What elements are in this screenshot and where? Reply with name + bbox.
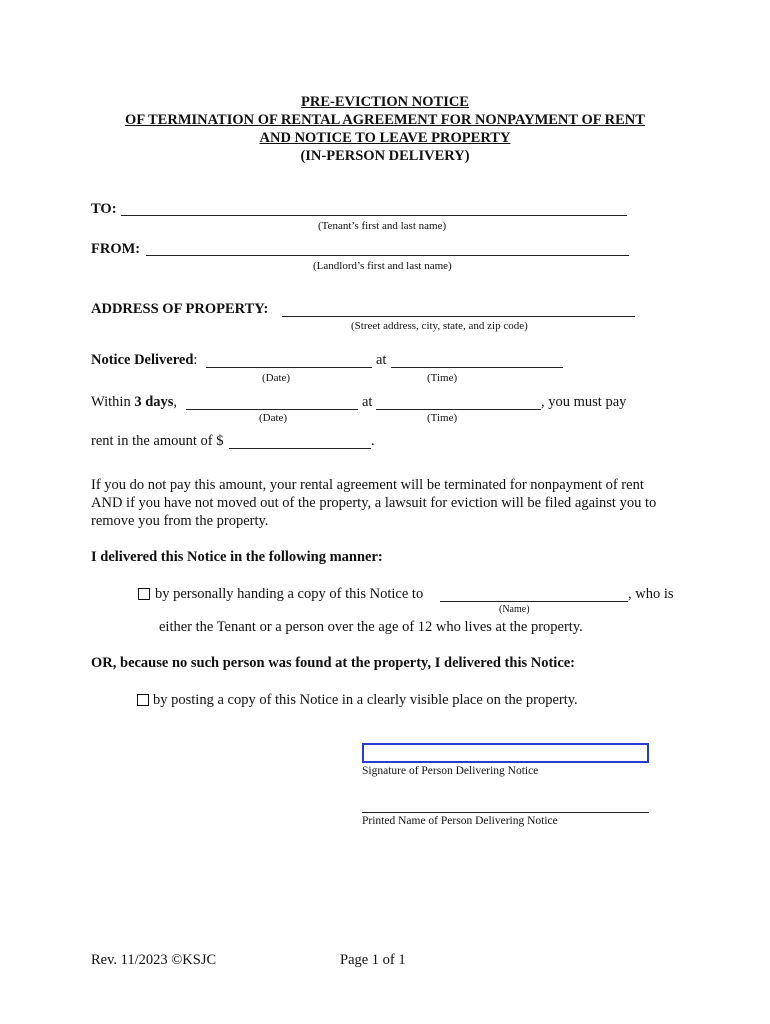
- rent-prefix: rent in the amount of $: [91, 433, 224, 449]
- option1-name-field[interactable]: [440, 601, 628, 602]
- notice-date-caption: (Date): [262, 372, 291, 384]
- from-field[interactable]: [146, 255, 629, 256]
- to-label: TO:: [91, 201, 117, 217]
- notice-time-caption: (Time): [427, 372, 458, 384]
- within-time-field[interactable]: [376, 409, 541, 410]
- address-field[interactable]: [282, 316, 635, 317]
- within-time-caption: (Time): [427, 412, 458, 424]
- from-caption: (Landlord’s first and last name): [313, 260, 452, 272]
- personal-delivery-checkbox[interactable]: [138, 588, 150, 600]
- within-suffix: , you must pay: [541, 394, 627, 410]
- option1-name-caption: (Name): [499, 604, 530, 615]
- option1-line-2: either the Tenant or a person over the age of 12 who lives at the property.: [159, 619, 583, 635]
- or-heading: OR, because no such person was found at the property, I delivered this Notice:: [91, 655, 576, 671]
- option1-suffix: , who is: [628, 586, 674, 602]
- within-row: [91, 394, 177, 411]
- address-label: ADDRESS OF PROPERTY:: [91, 301, 269, 317]
- title-line-2: OF TERMINATION OF RENTAL AGREEMENT FOR NONPAYMENT OF RENT: [125, 112, 645, 128]
- notice-time-field[interactable]: [391, 367, 563, 368]
- manner-heading: I delivered this Notice in the following manner:: [91, 549, 383, 565]
- notice-delivered-row: [91, 352, 197, 369]
- paragraph-line-3: remove you from the property.: [91, 513, 269, 529]
- option2-text: by posting a copy of this Notice in a clearly visible place on the property.: [153, 692, 578, 708]
- title-line-3: AND NOTICE TO LEAVE PROPERTY: [259, 130, 511, 146]
- within-prefix: Within: [91, 394, 131, 410]
- from-label: FROM:: [91, 241, 141, 257]
- title-line-4: (IN-PERSON DELIVERY): [300, 148, 470, 164]
- signature-caption: Signature of Person Delivering Notice: [362, 765, 539, 777]
- within-days: 3 days: [134, 394, 174, 410]
- option1-text: by personally handing a copy of this Notice to: [155, 586, 424, 602]
- printed-name-field[interactable]: [362, 812, 649, 813]
- within-comma: ,: [173, 394, 178, 410]
- within-date-field[interactable]: [186, 409, 358, 410]
- printed-name-caption: Printed Name of Person Delivering Notice: [362, 815, 558, 827]
- footer-revision: Rev. 11/2023 ©KSJC: [91, 952, 217, 968]
- footer-page-number: Page 1 of 1: [340, 952, 406, 968]
- to-caption: (Tenant’s first and last name): [318, 220, 447, 232]
- paragraph-line-2: AND if you have not moved out of the property, a lawsuit for eviction will be filed against you to: [91, 495, 657, 511]
- notice-date-field[interactable]: [206, 367, 372, 368]
- within-at: at: [362, 394, 373, 410]
- posting-delivery-checkbox[interactable]: [137, 694, 149, 706]
- notice-at: at: [376, 352, 387, 368]
- address-caption: (Street address, city, state, and zip code): [351, 320, 528, 332]
- rent-amount-field[interactable]: [229, 448, 371, 449]
- paragraph-line-1: If you do not pay this amount, your rental agreement will be terminated for nonpayment of rent: [91, 477, 644, 493]
- rent-suffix: .: [371, 433, 375, 449]
- to-field[interactable]: [121, 215, 627, 216]
- within-date-caption: (Date): [259, 412, 288, 424]
- title-line-1: PRE-EVICTION NOTICE: [301, 94, 469, 110]
- signature-field[interactable]: [362, 743, 649, 763]
- notice-delivered-colon: :: [193, 352, 198, 368]
- notice-delivered-label: Notice Delivered: [91, 352, 194, 368]
